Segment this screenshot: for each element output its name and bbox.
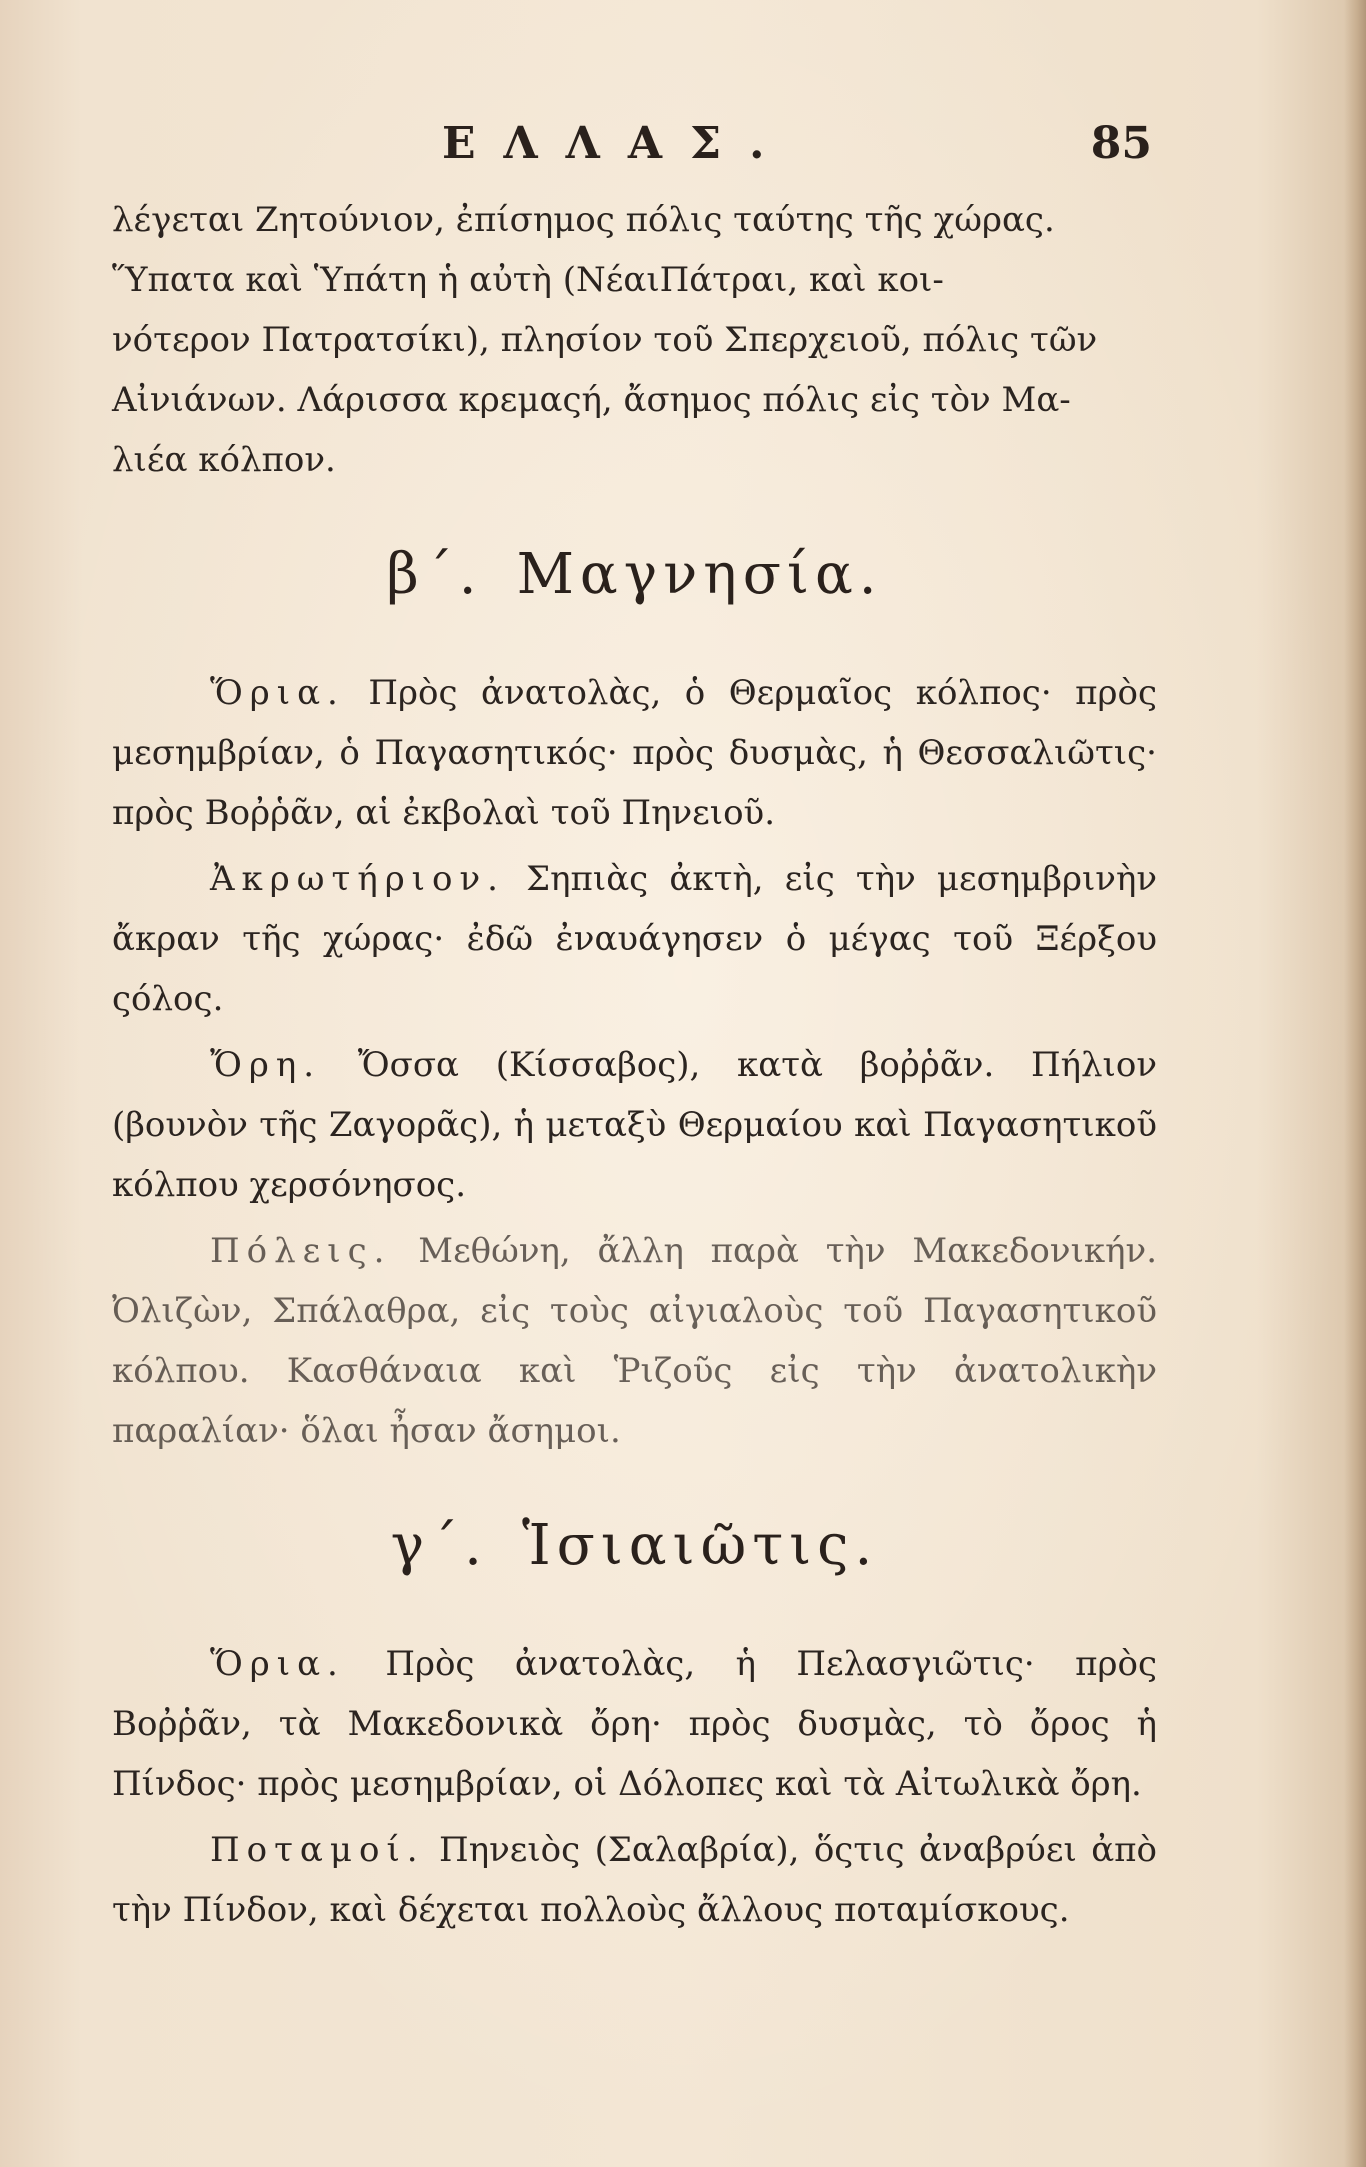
page-edge-shadow — [1344, 0, 1366, 2167]
text-line: λιέα κόλπον. — [112, 440, 336, 480]
section-title: Ἱσιαιῶτις. — [521, 1513, 879, 1578]
paragraph-boundaries — [112, 1634, 1157, 1814]
paragraph-lead: Ὅρια. — [210, 1644, 345, 1684]
section-number: γ΄. — [390, 1513, 488, 1578]
paragraph-text: Πρὸς ἀνατολὰς, ὁ Θερμαῖος κόλπος· πρὸς μεσημβρίαν, ὁ Παγασητικός· πρὸς δυσμὰς, ἡ Θεσσαλιῶτις· πρὸς Βοῤῥᾶν, αἱ ἐκβολαὶ τοῦ Πηνειοῦ. — [112, 673, 1157, 833]
section-number: β΄. — [386, 542, 483, 607]
paragraph-text: Ὄσσα (Κίσσαβος), κατὰ βοῤῥᾶν. Πήλιον (βουνὸν τῆς Ζαγορᾶς), ἡ μεταξὺ Θερμαίου καὶ Παγασητικοῦ κόλπου χερσόνησος. — [112, 1045, 1158, 1205]
paragraph-lead: Ἀκρωτήριον. — [210, 859, 505, 899]
paragraph-text: Πρὸς ἀνατολὰς, ἡ Πελασγιῶτις· πρὸς Βοῤῥᾶν, τὰ Μακεδονικὰ ὄρη· πρὸς δυσμὰς, τὸ ὄρος ἡ Πίνδος· πρὸς μεσημβρίαν, οἱ Δόλοπες καὶ τὰ Αἰτωλικὰ ὄρη. — [112, 1644, 1158, 1804]
page-body — [112, 190, 1157, 1940]
section-title: Μαγνησία. — [516, 542, 883, 607]
paragraph-cape — [112, 849, 1157, 1029]
paragraph-lead: Ὅρια. — [210, 673, 345, 713]
section-heading-histiaiotis — [112, 1513, 1157, 1578]
text-line: Ὕπατα καὶ Ὑπάτη ἡ αὐτὴ (ΝέαιΠάτραι, καὶ κοι- — [112, 260, 944, 300]
page-number: 85 — [1090, 118, 1152, 169]
paragraph-lead: Ὄρη. — [210, 1045, 322, 1085]
text-line: νότερον Πατρατσίκι), πλησίον τοῦ Σπερχειοῦ, πόλις τῶν — [112, 320, 1098, 360]
previous-section-ending — [112, 190, 1157, 490]
paragraph-lead: Πόλεις. — [210, 1231, 392, 1271]
text-line: Αἰνιάνων. Λάρισσα κρεμαςή, ἄσημος πόλις εἰς τὸν Μα- — [112, 380, 1071, 420]
paragraph-text: Πηνειὸς (Σαλαβρία), ὅςτις ἀναβρύει ἀπὸ τὴν Πίνδον, καὶ δέχεται πολλοὺς ἄλλους ποταμίσκους. — [112, 1830, 1157, 1930]
paragraph-boundaries — [112, 663, 1157, 843]
paragraph-cities — [112, 1221, 1157, 1461]
text-line: λέγεται Ζητούνιον, ἐπίσημος πόλις ταύτης τῆς χώρας. — [112, 200, 1055, 240]
paragraph-mountains — [112, 1035, 1157, 1215]
section-heading-magnesia — [112, 542, 1157, 607]
paragraph-rivers — [112, 1820, 1157, 1940]
running-title: ΕΛΛΑΣ. — [442, 118, 793, 169]
paragraph-lead: Ποταμοί. — [210, 1830, 425, 1870]
paragraph-text: Μεθώνη, ἄλλη παρὰ τὴν Μακεδονικήν. Ὀλιζὼν, Σπάλαθρα, εἰς τοὺς αἰγιαλοὺς τοῦ Παγασητικοῦ κόλπου. Κασθάναια καὶ Ῥιζοῦς εἰς τὴν ἀνατολικὴν παραλίαν· ὅλαι ἦσαν ἄσημοι. — [112, 1231, 1158, 1451]
paragraph-text: Σηπιὰς ἀκτὴ, εἰς τὴν μεσημβρινὴν ἄκραν τῆς χώρας· ἐδῶ ἐναυάγησεν ὁ μέγας τοῦ Ξέρξου ςόλος. — [112, 859, 1157, 1019]
page-header — [112, 118, 1152, 178]
